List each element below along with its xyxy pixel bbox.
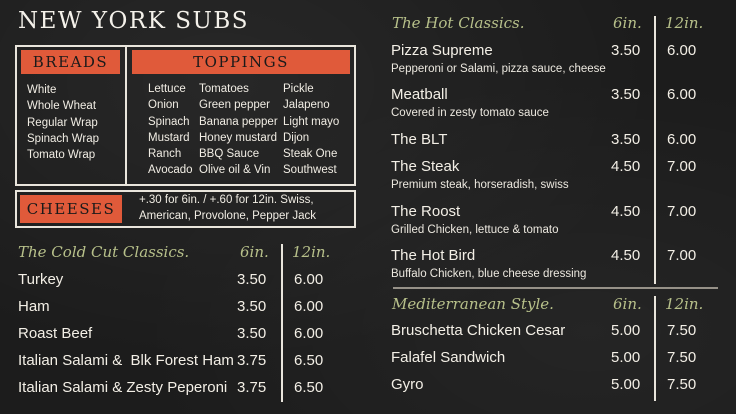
toppings-col-1 — [148, 81, 193, 179]
price-6in: 3.50 — [611, 131, 641, 148]
price-6in: 3.75 — [237, 352, 267, 369]
price-12in: 6.50 — [294, 379, 324, 396]
menu-item-name: Meatball — [391, 86, 448, 103]
price-12in: 6.00 — [667, 131, 697, 148]
bread-item: Tomato Wrap — [27, 149, 96, 162]
menu-item-name: The BLT — [391, 131, 448, 148]
mediterranean-section-title: Mediterranean Style. — [392, 295, 554, 313]
mediterranean-12in-header: 12in. — [665, 295, 704, 313]
price-12in: 6.00 — [294, 298, 324, 315]
menu-item-name: Bruschetta Chicken Cesar — [391, 322, 566, 339]
topping-item: Mustard — [148, 131, 190, 144]
price-6in: 4.50 — [611, 203, 641, 220]
mediterranean-6in-header: 6in. — [613, 295, 642, 313]
topping-item: Dijon — [283, 131, 310, 144]
topping-item: Olive oil & Vin — [199, 164, 271, 177]
price-6in: 5.00 — [611, 322, 641, 339]
menu-item-desc: Covered in zesty tomato sauce — [391, 107, 549, 119]
price-12in: 7.00 — [667, 247, 697, 264]
price-12in: 6.00 — [294, 325, 324, 342]
cheeses-header: CHEESES — [20, 195, 122, 223]
topping-item: Southwest — [283, 164, 337, 177]
menu-item-name: Pizza Supreme — [391, 42, 493, 59]
bread-item: Whole Wheat — [27, 100, 97, 113]
topping-item: Steak One — [283, 148, 338, 161]
bread-item: Regular Wrap — [27, 116, 98, 129]
menu-item-name: Ham — [18, 298, 50, 315]
cheeses-line-2: American, Provolone, Pepper Jack — [139, 210, 317, 222]
price-12in: 7.00 — [667, 158, 697, 175]
price-6in: 3.50 — [611, 86, 641, 103]
menu-title: NEW YORK SUBS — [18, 8, 250, 34]
menu-item-name: The Hot Bird — [391, 247, 476, 264]
toppings-col-3 — [283, 81, 339, 179]
menu-item-desc: Grilled Chicken, lettuce & tomato — [391, 224, 559, 236]
price-12in: 6.00 — [667, 86, 697, 103]
price-12in: 7.50 — [667, 349, 697, 366]
price-6in: 3.75 — [237, 379, 267, 396]
hot-column-divider — [654, 16, 656, 284]
menu-item-name: Falafel Sandwich — [391, 349, 506, 366]
topping-item: Banana pepper — [199, 115, 278, 128]
cheeses-line-1: +.30 for 6in. / +.60 for 12in. Swiss, — [139, 194, 314, 206]
price-6in: 5.00 — [611, 376, 641, 393]
price-6in: 3.50 — [237, 271, 267, 288]
topping-item: Ranch — [148, 148, 182, 161]
topping-item: Spinach — [148, 115, 190, 128]
menu-item-name: The Steak — [391, 158, 460, 175]
price-6in: 5.00 — [611, 349, 641, 366]
cheeses-text — [139, 192, 316, 224]
section-divider — [393, 287, 718, 289]
menu-item-desc: Premium steak, horseradish, swiss — [391, 179, 569, 191]
topping-item: Light mayo — [283, 115, 340, 128]
toppings-col-2 — [199, 81, 278, 179]
price-12in: 7.00 — [667, 203, 697, 220]
price-12in: 6.00 — [294, 271, 324, 288]
hot-12in-header: 12in. — [665, 14, 704, 32]
topping-item: Jalapeno — [283, 99, 330, 112]
price-12in: 6.00 — [667, 42, 697, 59]
menu-item-name: Italian Salami & Blk Forest Ham — [18, 352, 234, 369]
topping-item: Tomatoes — [199, 83, 249, 95]
menu-item-name: Gyro — [391, 376, 424, 393]
breads-list — [27, 82, 99, 163]
topping-item: Lettuce — [148, 83, 186, 95]
breads-header: BREADS — [21, 50, 120, 74]
menu-item-name: Roast Beef — [18, 325, 93, 342]
price-12in: 7.50 — [667, 322, 697, 339]
price-6in: 4.50 — [611, 158, 641, 175]
menu-item-desc: Pepperoni or Salami, pizza sauce, cheese — [391, 63, 606, 75]
mediterranean-column-divider — [654, 296, 656, 401]
topping-item: Honey mustard — [199, 131, 277, 144]
hot-6in-header: 6in. — [613, 14, 642, 32]
bread-item: White — [27, 84, 57, 96]
menu-item-name: Italian Salami & Zesty Peperoni — [18, 379, 228, 396]
price-12in: 7.50 — [667, 376, 697, 393]
topping-item: Onion — [148, 99, 179, 112]
price-6in: 3.50 — [237, 325, 267, 342]
cold-cut-section-title: The Cold Cut Classics. — [18, 243, 190, 261]
cold-cut-12in-header: 12in. — [292, 243, 331, 261]
topping-item: BBQ Sauce — [199, 148, 260, 161]
price-6in: 3.50 — [611, 42, 641, 59]
menu-item-desc: Buffalo Chicken, blue cheese dressing — [391, 268, 587, 280]
topping-item: Avocado — [148, 164, 193, 177]
box-divider — [125, 45, 127, 186]
menu-item-name: The Roost — [391, 203, 461, 220]
menu-item-name: Turkey — [18, 271, 64, 288]
topping-item: Pickle — [283, 83, 314, 95]
price-6in: 3.50 — [237, 298, 267, 315]
cold-cut-6in-header: 6in. — [240, 243, 269, 261]
topping-item: Green pepper — [199, 99, 270, 112]
hot-section-title: The Hot Classics. — [392, 14, 525, 32]
bread-item: Spinach Wrap — [27, 132, 100, 145]
toppings-header: TOPPINGS — [132, 50, 350, 74]
cold-cut-column-divider — [281, 244, 283, 402]
price-12in: 6.50 — [294, 352, 324, 369]
price-6in: 4.50 — [611, 247, 641, 264]
